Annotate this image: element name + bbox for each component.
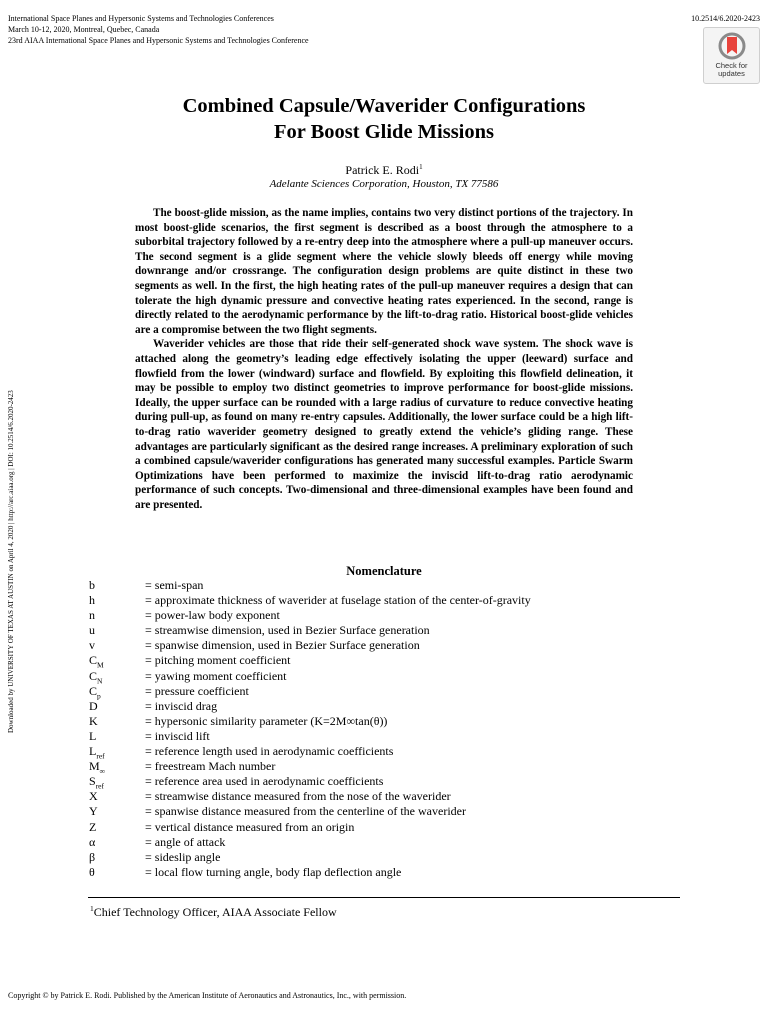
nomenclature-symbol [89, 638, 145, 653]
nomenclature-symbol [89, 593, 145, 608]
check-for-updates-badge[interactable] [703, 27, 760, 84]
nomenclature-symbol-base: K [89, 713, 98, 728]
nomenclature-row [89, 684, 689, 699]
nomenclature-symbol [89, 623, 145, 638]
nomenclature-symbol [89, 699, 145, 714]
nomenclature-symbol [89, 729, 145, 744]
copyright-notice: Copyright © by Patrick E. Rodi. Published by the American Institute of Aeronautics and Astronautics, Inc., with permission. [8, 991, 407, 1000]
nomenclature-definition: = spanwise dimension, used in Bezier Surface generation [145, 638, 420, 653]
nomenclature-symbol [89, 789, 145, 804]
nomenclature-definition: = pitching moment coefficient [145, 653, 291, 668]
conference-header [8, 13, 309, 46]
nomenclature-symbol [89, 608, 145, 623]
abstract-paragraph: The boost-glide mission, as the name implies, contains two very distinct portions of the trajectory. In most boost-glide scenarios, the first segment is described as a boost through the atmosphere to a suborbital trajectory followed by a re-entry deep into the atmosphere where a pull-up maneuver occurs. The second segment is a glide segment where the vehicle slowly bleeds off energy while moving downrange and/or crossrange. The configuration design problems are quite distinct in these two segments as well. In the first, the high heating rates of the pull-up maneuver requires a design that can tolerate the high dynamic pressure and convective heating rates experienced. In the second, range is directly related to the aerodynamic performance by the lift-to-drag ratio. Historical boost-glide vehicles are a compromise between the two flight segments. [135, 207, 633, 336]
nomenclature-row [89, 729, 689, 744]
nomenclature-symbol [89, 744, 145, 759]
nomenclature-symbol-base: C [89, 683, 98, 698]
badge-label-line2: updates [718, 69, 745, 78]
nomenclature-symbol-subscript: ref [95, 781, 105, 791]
nomenclature-symbol [89, 669, 145, 684]
nomenclature-symbol-base: α [89, 834, 96, 849]
nomenclature-symbol [89, 820, 145, 835]
nomenclature-symbol-base: b [89, 578, 95, 592]
nomenclature-definition: = local flow turning angle, body flap deflection angle [145, 864, 402, 879]
nomenclature-definition: = streamwise dimension, used in Bezier Surface generation [145, 623, 430, 638]
nomenclature-symbol-base: θ [89, 864, 95, 879]
paper-title [100, 93, 668, 145]
nomenclature-symbol [89, 865, 145, 880]
nomenclature-row [89, 653, 689, 668]
nomenclature-heading: Nomenclature [346, 564, 422, 578]
doi-text[interactable]: 10.2514/6.2020-2423 [691, 14, 760, 23]
nomenclature-symbol-subscript: ∞ [99, 766, 106, 776]
nomenclature-row [89, 744, 689, 759]
nomenclature-row [89, 789, 689, 804]
nomenclature-symbol-base: C [89, 668, 98, 683]
nomenclature-definition: = yawing moment coefficient [145, 668, 287, 683]
nomenclature-row [89, 638, 689, 653]
conference-header-line: International Space Planes and Hypersonic Systems and Technologies Conferences [8, 14, 274, 23]
nomenclature-symbol [89, 774, 145, 789]
download-sidebar: Downloaded by UNIVERSITY OF TEXAS AT AUSTIN on April 4, 2020 | http://arc.aiaa.org | DOI: 10.2514/6.2020-2423 [7, 390, 15, 733]
nomenclature-symbol [89, 653, 145, 668]
nomenclature-symbol-base: M [89, 759, 100, 774]
badge-label-line1: Check for [715, 61, 748, 70]
nomenclature-symbol-base: n [89, 608, 95, 623]
nomenclature-row [89, 578, 689, 593]
nomenclature-definition: = inviscid lift [145, 728, 210, 743]
nomenclature-symbol [89, 850, 145, 865]
nomenclature-definition: = sideslip angle [145, 849, 221, 864]
nomenclature-definition: = reference length used in aerodynamic coefficients [145, 744, 394, 759]
nomenclature-symbol-base: u [89, 623, 95, 638]
nomenclature-symbol-subscript: p [97, 691, 101, 701]
nomenclature-definition: = inviscid drag [145, 698, 218, 713]
nomenclature-symbol [89, 684, 145, 699]
nomenclature-definition: = freestream Mach number [145, 759, 276, 774]
author-footnote-mark: 1 [419, 163, 423, 171]
nomenclature-definition: = spanwise distance measured from the centerline of the waverider [145, 804, 466, 819]
nomenclature-symbol [89, 759, 145, 774]
nomenclature-definition: = vertical distance measured from an origin [145, 819, 355, 834]
nomenclature-row [89, 850, 689, 865]
nomenclature-row [89, 623, 689, 638]
nomenclature-definition: = angle of attack [145, 834, 226, 849]
nomenclature-row [89, 774, 689, 789]
author-line [100, 160, 668, 178]
nomenclature-symbol-base: L [89, 728, 97, 743]
author-affiliation: Adelante Sciences Corporation, Houston, TX 77586 [269, 178, 499, 190]
nomenclature-symbol-base: S [89, 774, 96, 789]
nomenclature-row [89, 608, 689, 623]
nomenclature-list [89, 578, 689, 880]
author-name: Patrick E. Rodi [345, 163, 420, 177]
title-line: For Boost Glide Missions [273, 121, 494, 143]
nomenclature-symbol [89, 804, 145, 819]
nomenclature-definition: = semi-span [145, 578, 204, 592]
nomenclature-symbol [89, 578, 145, 593]
nomenclature-row [89, 699, 689, 714]
nomenclature-definition: = pressure coefficient [145, 683, 249, 698]
nomenclature-row [89, 759, 689, 774]
footnote-text: Chief Technology Officer, AIAA Associate Fellow [93, 905, 337, 919]
nomenclature-row [89, 835, 689, 850]
nomenclature-symbol-base: h [89, 593, 95, 608]
conference-header-line: 23rd AIAA International Space Planes and Hypersonic Systems and Technologies Conference [8, 36, 309, 45]
nomenclature-definition: = reference area used in aerodynamic coefficients [145, 774, 384, 789]
nomenclature-definition: = streamwise distance measured from the nose of the waverider [145, 789, 451, 804]
nomenclature-symbol-subscript: N [97, 675, 103, 685]
nomenclature-symbol-base: X [89, 789, 98, 804]
abstract [135, 206, 633, 512]
nomenclature-definition: = hypersonic similarity parameter (K=2M∞tan(θ)) [145, 713, 388, 728]
nomenclature-symbol-base: L [89, 744, 97, 759]
nomenclature-row [89, 804, 689, 819]
nomenclature-symbol-base: v [89, 638, 95, 653]
nomenclature-symbol-base: C [89, 653, 98, 668]
conference-header-line: March 10-12, 2020, Montreal, Quebec, Canada [8, 25, 160, 34]
nomenclature-symbol-subscript: M [97, 660, 104, 670]
title-line: Combined Capsule/Waverider Configurations [182, 95, 586, 117]
nomenclature-symbol-subscript: ref [96, 751, 105, 761]
footnote [90, 901, 337, 920]
footnote-mark: 1 [90, 904, 94, 913]
nomenclature-symbol-base: β [89, 849, 96, 864]
nomenclature-row [89, 865, 689, 880]
nomenclature-definition: = power-law body exponent [145, 608, 280, 623]
nomenclature-symbol-base: Z [89, 819, 97, 834]
nomenclature-symbol [89, 835, 145, 850]
bookmark-icon [718, 32, 746, 60]
nomenclature-definition: = approximate thickness of waverider at fuselage station of the center-of-gravity [145, 593, 531, 608]
abstract-paragraph: Waverider vehicles are those that ride their self-generated shock wave system. The shock wave is attached along the geometry’s leading edge effectively isolating the upper (leeward) surface and flowfield from the lower (windward) surface and flowfield. By exploiting this flowfield delineation, it may be possible to employ two distinct geometries to improve performance for boost-glide missions. Ideally, the upper surface can be rounded with a large radius of curvature to reduce convective heating during pull-up, as found on many re-entry capsules. Additionally, the lower surface could be a high lift-to-drag ratio waverider geometry designed to greatly extend the vehicle’s gliding range. These advantages are particularly significant as the desired range increases. A preliminary exploration of such a combined capsule/waverider configurations has generated many successful examples. Particle Swarm Optimizations have been performed to maximize the inviscid lift-to-drag ratio aerodynamic performance of such concepts. Two-dimensional and three-dimensional examples have been found and are presented. [135, 338, 633, 511]
nomenclature-row [89, 593, 689, 608]
nomenclature-symbol [89, 714, 145, 729]
nomenclature-symbol-base: D [89, 698, 98, 713]
nomenclature-row [89, 669, 689, 684]
nomenclature-symbol-base: Y [89, 804, 98, 819]
nomenclature-row [89, 714, 689, 729]
footnote-divider [88, 897, 680, 898]
nomenclature-row [89, 820, 689, 835]
